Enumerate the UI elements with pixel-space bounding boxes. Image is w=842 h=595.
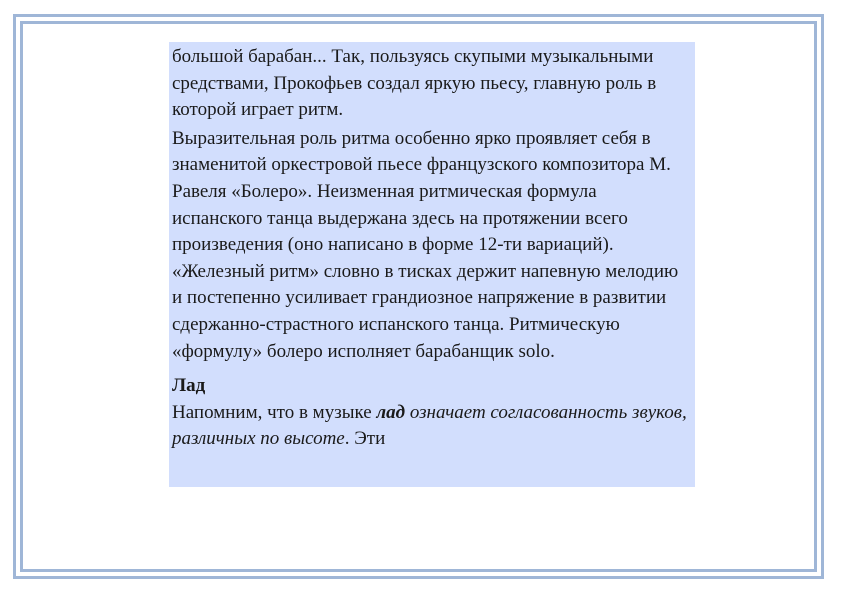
section-heading-lad: Лад [172,375,206,397]
lad-definition-text: означает согласованность звуков, различных по высоте [172,401,687,450]
lad-lead-text: Напомним, что в музыке [172,401,377,423]
lad-tail-text: . Эти [344,428,386,450]
lad-term: лад [376,401,406,423]
paragraph-lad-definition [172,400,691,453]
paragraph-prokofiev: большой барабан... Так, пользуясь скупыми музыкальными средствами, Прокофьев создал яркую пьесу, главную роль в которой играет ритм. [172,46,657,121]
paragraph-bolero: Выразительная роль ритма особенно ярко проявляет себя в знаменитой оркестровой пьесе французского композитора М. Равеля «Болеро». Неизменная ритмическая формула испанского танца выдержана здесь на протяжении всего произведения (оно написано в форме 12-ти вариаций). «Железный ритм» словно в тисках держит напевную мелодию и постепенно усиливает грандиозное напряжение в развитии сдержанно-страстного испанского танца. Ритмическую «формулу» болеро исполняет барабанщик solo. [172,127,679,362]
text-block [169,42,695,487]
